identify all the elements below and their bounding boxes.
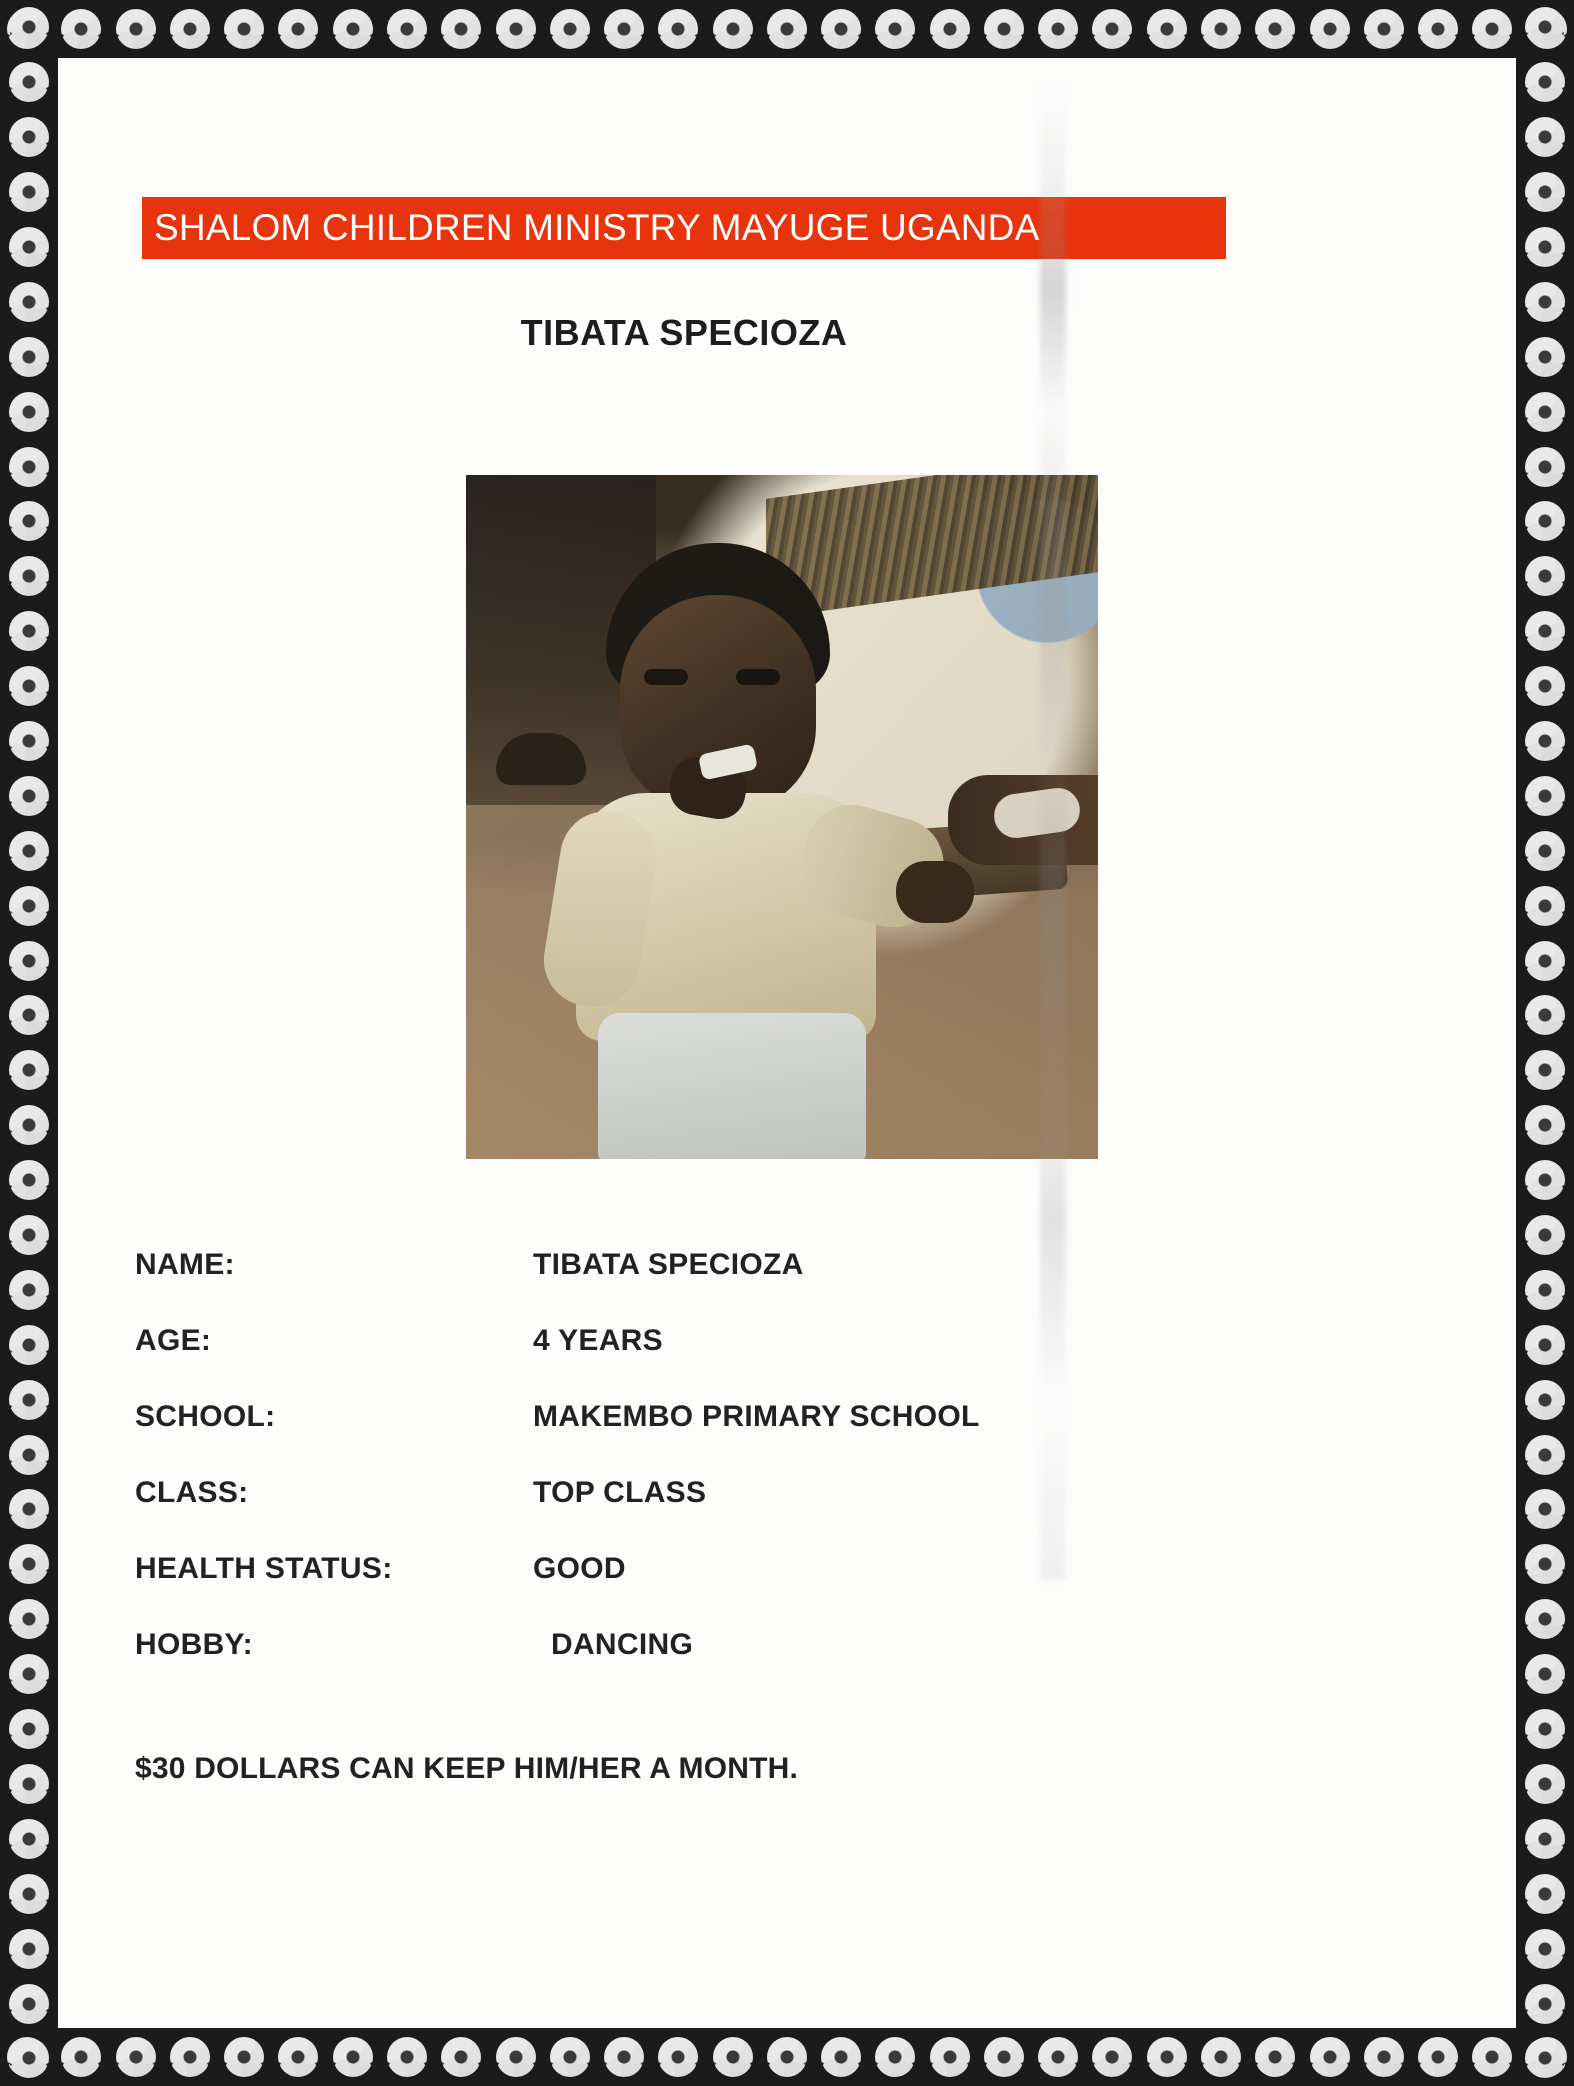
detail-label: HEALTH STATUS: — [135, 1552, 393, 1585]
flower-icon — [9, 1380, 49, 1420]
flower-icon — [604, 2037, 644, 2077]
flower-icon — [1201, 2037, 1241, 2077]
child-hand-right — [896, 861, 974, 923]
flower-icon — [9, 1105, 49, 1145]
flower-icon — [767, 9, 807, 49]
flower-icon — [1525, 282, 1565, 322]
flower-icon — [1525, 556, 1565, 596]
flower-icon — [658, 9, 698, 49]
flower-icon — [9, 1270, 49, 1310]
flower-icon — [9, 1874, 49, 1914]
flower-icon — [604, 9, 644, 49]
flower-icon — [821, 9, 861, 49]
flower-icon — [1525, 447, 1565, 487]
flower-icon — [9, 447, 49, 487]
flower-icon — [1525, 392, 1565, 432]
flower-icon — [387, 9, 427, 49]
flower-icon — [9, 1984, 49, 2024]
flower-icon — [1525, 172, 1565, 212]
child-eye-right — [736, 669, 780, 685]
flower-icon — [9, 62, 49, 102]
page-title: TIBATA SPECIOZA — [520, 312, 848, 353]
flower-icon — [9, 7, 49, 47]
flower-icon — [170, 9, 210, 49]
detail-value: MAKEMBO PRIMARY SCHOOL — [533, 1400, 980, 1433]
flower-icon — [1364, 2037, 1404, 2077]
flower-icon — [61, 2037, 101, 2077]
flower-icon — [224, 2037, 264, 2077]
flower-icon — [713, 2037, 753, 2077]
flower-icon — [1255, 2037, 1295, 2077]
border-band-top — [0, 0, 1574, 58]
flower-icon — [1092, 9, 1132, 49]
flower-icon — [9, 1599, 49, 1639]
sponsorship-note: $30 DOLLARS CAN KEEP HIM/HER A MONTH. — [135, 1752, 799, 1785]
flower-icon — [9, 1160, 49, 1200]
flower-icon — [1525, 1544, 1565, 1584]
flower-icon — [1525, 1489, 1565, 1529]
flower-icon — [9, 1544, 49, 1584]
flower-icon — [1525, 995, 1565, 1035]
flower-icon — [984, 9, 1024, 49]
flower-icon — [930, 2037, 970, 2077]
flower-icon — [9, 1929, 49, 1969]
flower-icon — [1147, 9, 1187, 49]
flower-icon — [1472, 9, 1512, 49]
flower-icon — [875, 9, 915, 49]
flower-icon — [9, 172, 49, 212]
flower-icon — [9, 995, 49, 1035]
border-band-bottom — [0, 2028, 1574, 2086]
flower-icon — [441, 2037, 481, 2077]
flower-icon — [1525, 1160, 1565, 1200]
detail-label: SCHOOL: — [135, 1400, 276, 1433]
detail-row-hobby — [135, 1628, 1315, 1662]
organization-banner — [142, 197, 1226, 259]
flower-icon — [1525, 886, 1565, 926]
flower-icon — [1525, 1819, 1565, 1859]
flower-icon — [1525, 7, 1565, 47]
flower-icon — [9, 1050, 49, 1090]
flower-icon — [1364, 9, 1404, 49]
flower-icon — [1525, 1599, 1565, 1639]
flower-icon — [496, 9, 536, 49]
detail-value: TIBATA SPECIOZA — [533, 1248, 804, 1281]
flower-icon — [116, 9, 156, 49]
detail-value: TOP CLASS — [533, 1476, 707, 1509]
border-band-right — [1516, 0, 1574, 2086]
photo-scene — [466, 475, 1098, 1159]
flower-icon — [9, 117, 49, 157]
flower-icon — [1525, 1105, 1565, 1145]
flower-icon — [9, 227, 49, 267]
detail-value: DANCING — [551, 1628, 694, 1661]
flower-icon — [9, 1764, 49, 1804]
flower-icon — [1525, 501, 1565, 541]
flower-icon — [278, 9, 318, 49]
flower-icon — [9, 1489, 49, 1529]
flower-icon — [1525, 1709, 1565, 1749]
flower-icon — [1472, 2037, 1512, 2077]
flower-icon — [9, 1654, 49, 1694]
flower-icon — [1525, 776, 1565, 816]
child-photo — [466, 475, 1098, 1159]
flower-icon — [9, 1325, 49, 1365]
flower-icon — [9, 666, 49, 706]
flower-icon — [1525, 1929, 1565, 1969]
flower-icon — [1310, 2037, 1350, 2077]
flower-icon — [1525, 1874, 1565, 1914]
flower-icon — [1525, 2038, 1565, 2078]
flower-icon — [1201, 9, 1241, 49]
child-eye-left — [644, 669, 688, 685]
flower-icon — [875, 2037, 915, 2077]
flower-icon — [1525, 1435, 1565, 1475]
flower-icon — [821, 2037, 861, 2077]
child-figure — [552, 543, 972, 1159]
flower-icon — [278, 2037, 318, 2077]
flower-icon — [1038, 2037, 1078, 2077]
flower-icon — [61, 9, 101, 49]
detail-label: AGE: — [135, 1324, 212, 1357]
flower-icon — [1525, 1325, 1565, 1365]
flower-icon — [9, 1709, 49, 1749]
flower-icon — [9, 2038, 49, 2078]
detail-row-class — [135, 1476, 1315, 1510]
detail-label: NAME: — [135, 1248, 235, 1281]
flower-icon — [170, 2037, 210, 2077]
flower-icon — [1418, 9, 1458, 49]
flower-icon — [9, 392, 49, 432]
flower-icon — [767, 2037, 807, 2077]
flower-icon — [930, 9, 970, 49]
detail-label: HOBBY: — [135, 1628, 253, 1661]
flower-icon — [1147, 2037, 1187, 2077]
flower-icon — [550, 2037, 590, 2077]
detail-row-school — [135, 1400, 1315, 1434]
flower-icon — [9, 1819, 49, 1859]
detail-value: 4 YEARS — [533, 1324, 663, 1357]
detail-value: GOOD — [533, 1552, 626, 1585]
border-band-left — [0, 0, 58, 2086]
flower-icon — [116, 2037, 156, 2077]
flower-icon — [1525, 666, 1565, 706]
detail-row-age — [135, 1324, 1315, 1358]
flower-icon — [9, 1215, 49, 1255]
flower-icon — [9, 556, 49, 596]
flower-icon — [1525, 1380, 1565, 1420]
flower-icon — [1525, 941, 1565, 981]
flower-icon — [1525, 1215, 1565, 1255]
flower-icon — [9, 941, 49, 981]
flower-icon — [333, 9, 373, 49]
flower-icon — [9, 776, 49, 816]
flower-icon — [550, 9, 590, 49]
flower-icon — [1525, 227, 1565, 267]
flower-icon — [1092, 2037, 1132, 2077]
detail-row-name — [135, 1248, 1315, 1282]
detail-label: CLASS: — [135, 1476, 249, 1509]
flower-icon — [1525, 1984, 1565, 2024]
flower-icon — [1525, 1654, 1565, 1694]
flower-icon — [9, 337, 49, 377]
flower-icon — [9, 282, 49, 322]
flower-icon — [1525, 1764, 1565, 1804]
child-skirt — [598, 1013, 866, 1159]
flower-icon — [224, 9, 264, 49]
flower-icon — [1525, 721, 1565, 761]
flower-icon — [1525, 1270, 1565, 1310]
flower-icon — [9, 886, 49, 926]
flower-icon — [441, 9, 481, 49]
flower-icon — [1255, 9, 1295, 49]
flower-icon — [9, 611, 49, 651]
flower-icon — [1525, 337, 1565, 377]
flower-icon — [1418, 2037, 1458, 2077]
flower-icon — [496, 2037, 536, 2077]
organization-title: SHALOM CHILDREN MINISTRY MAYUGE UGANDA — [154, 207, 1040, 248]
flower-icon — [9, 501, 49, 541]
flower-icon — [1525, 62, 1565, 102]
flower-icon — [1310, 9, 1350, 49]
flower-icon — [9, 721, 49, 761]
flower-icon — [1525, 831, 1565, 871]
flower-icon — [1525, 611, 1565, 651]
flower-icon — [658, 2037, 698, 2077]
flower-icon — [9, 831, 49, 871]
flower-icon — [1038, 9, 1078, 49]
flower-icon — [333, 2037, 373, 2077]
detail-row-health-status — [135, 1552, 1315, 1586]
flower-icon — [984, 2037, 1024, 2077]
flower-icon — [1525, 1050, 1565, 1090]
flower-icon — [9, 1435, 49, 1475]
flower-icon — [1525, 117, 1565, 157]
flower-icon — [713, 9, 753, 49]
child-details — [135, 1248, 1315, 1704]
flower-icon — [387, 2037, 427, 2077]
